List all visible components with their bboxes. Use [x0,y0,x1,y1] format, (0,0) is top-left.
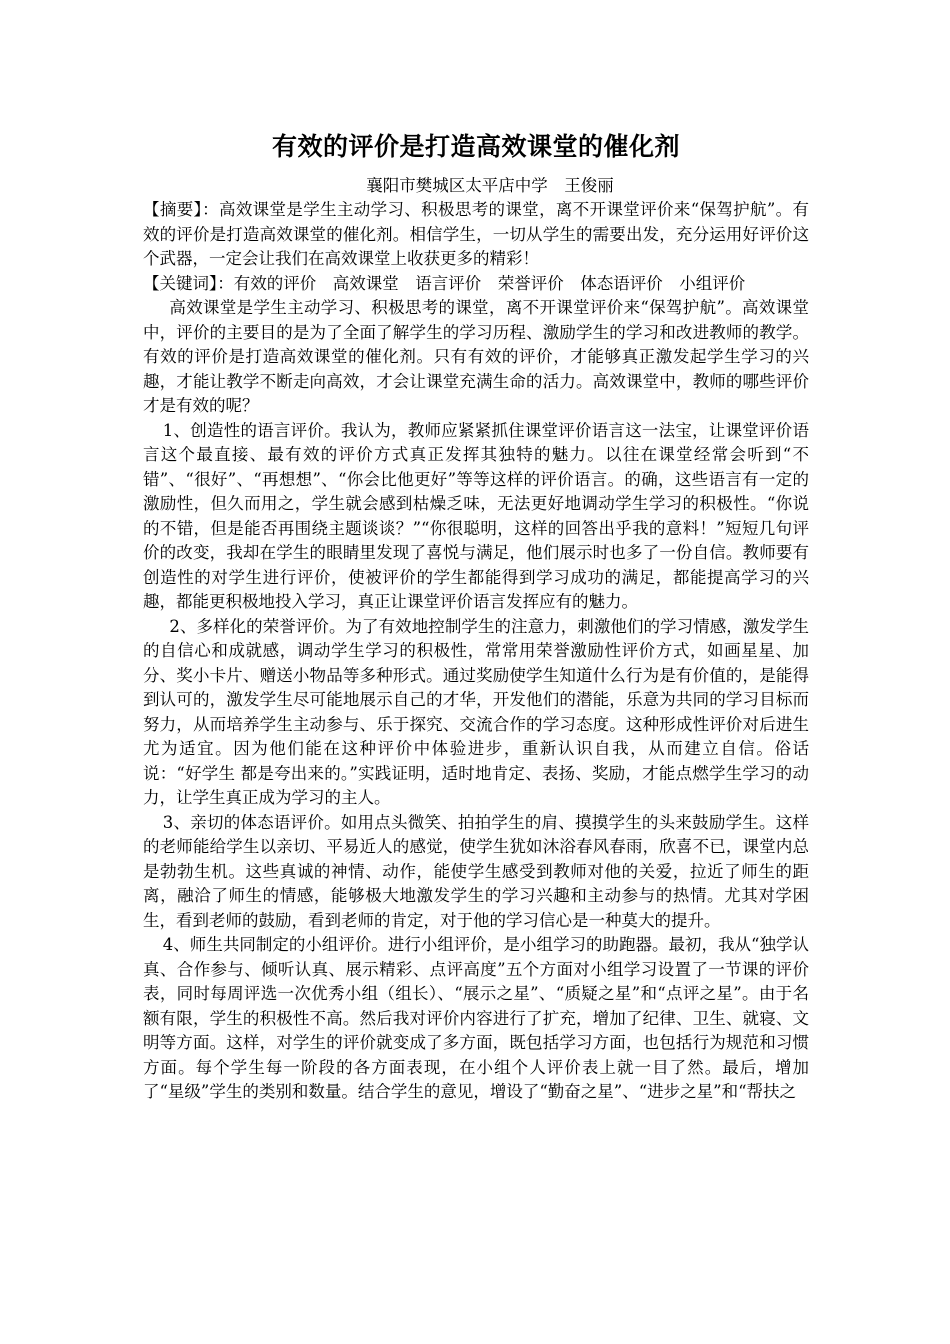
author-line: 襄阳市樊城区太平店中学 王俊丽 [366,176,614,195]
section-language-evaluation: 1、创造性的语言评价。我认为，教师应紧紧抓住课堂评价语言这一法宝，让课堂评价语言这个最直接、最有效的评价方式真正发挥其独特的魅力。以往在课堂经常会听到“不错”、“很好”、“再想想”、“你会比他更好”等等这样的评价语言。的确，这些语言有一定的激励性，但久而用之，学生就会感到枯燥乏味，无法更好地调动学生学习的积极性。“你说的不错，但是能否再围绕主题谈谈？”“你很聪明，这样的回答出乎我的意料！”短短几句评价的改变，我却在学生的眼睛里发现了喜悦与满足，他们展示时也多了一份自信。教师要有创造性的对学生进行评价，使被评价的学生都能得到学习成功的满足，都能提高学习的兴趣，都能更积极地投入学习，真正让课堂评价语言发挥应有的魅力。 [143,420,809,611]
keywords-text: ：有效的评价 高效课堂 语言评价 荣誉评价 体态语评价 小组评价 [217,273,746,293]
section-group-evaluation: 4、师生共同制定的小组评价。进行小组评价，是小组学习的助跑器。最初，我从“独学认真、合作参与、倾听认真、展示精彩、点评高度”五个方面对小组学习设置了一节课的评价表，同时每周评选一次优秀小组（组长）、“展示之星”、“质疑之星”和“点评之星”。由于名额有限，学生的积极性不高。然后我对评价内容进行了扩充，增加了纪律、卫生、就寝、文明等方面。这样，对学生的评价就变成了多方面，既包括学习方面，也包括行为规范和习惯方面。每个学生每一阶段的各方面表现，在小组个人评价表上就一目了然。最后，增加了“星级”学生的类别和数量。结合学生的意见，增设了“勤奋之星”、“进步之星”和“帮扶之 [143,935,809,1101]
keywords-label: 【关键词】 [143,273,218,293]
document-title: 有效的评价是打造高效课堂的催化剂 [271,132,680,161]
abstract-label: 【摘要】 [143,200,203,219]
section-body-language-evaluation: 3、亲切的体态语评价。如用点头微笑、拍拍学生的肩、摸摸学生的头来鼓励学生。这样的老师能给学生以亲切、平易近人的感觉，使学生犹如沐浴春风春雨，欣喜不已，课堂内总是勃勃生机。这些真诚的神情、动作，能使学生感受到教师对他的关爱，拉近了师生的距离，融洽了师生的情感，能够极大地激发学生的学习兴趣和主动参与的热情。尤其对学困生，看到老师的鼓励，看到老师的肯定，对于他的学习信心是一种莫大的提升。 [143,812,809,930]
section-honor-evaluation: 2、多样化的荣誉评价。为了有效地控制学生的注意力，刺激他们的学习情感，激发学生的自信心和成就感，调动学生学习的积极性，常常用荣誉激励性评价方式，如画星星、加分、奖小卡片、赠送小物品等多种形式。通过奖励使学生知道什么行为是有价值的，是能得到认可的，激发学生尽可能地展示自己的才华，开发他们的潜能，乐意为共同的学习目标而努力，从而培养学生主动参与、乐于探究、交流合作的学习态度。这种形成性评价对后进生尤为适宜。因为他们能在这种评价中体验进步，重新认识自我，从而建立自信。俗话说：“好学生 都是夸出来的。”实践证明，适时地肯定、表扬、奖励，才能点燃学生学习的动力，让学生真正成为学习的主人。 [143,616,809,807]
abstract-text: ：高效课堂是学生主动学习、积极思考的课堂，离不开课堂评价来“保驾护航”。有效的评价是打造高效课堂的催化剂。相信学生，一切从学生的需要出发，充分运用好评价这个武器，一定会让我们在高效课堂上收获更多的精彩！ [143,200,809,268]
intro-paragraph: 高效课堂是学生主动学习、积极思考的课堂，离不开课堂评价来“保驾护航”。高效课堂中，评价的主要目的是为了全面了解学生的学习历程、激励学生的学习和改进教师的教学。有效的评价是打造高效课堂的催化剂。只有有效的评价，才能够真正激发起学生学习的兴趣，才能让教学不断走向高效，才会让课堂充满生命的活力。高效课堂中，教师的哪些评价才是有效的呢？ [143,298,809,415]
abstract [143,198,809,272]
document-page [143,130,809,1105]
keywords [143,272,809,297]
